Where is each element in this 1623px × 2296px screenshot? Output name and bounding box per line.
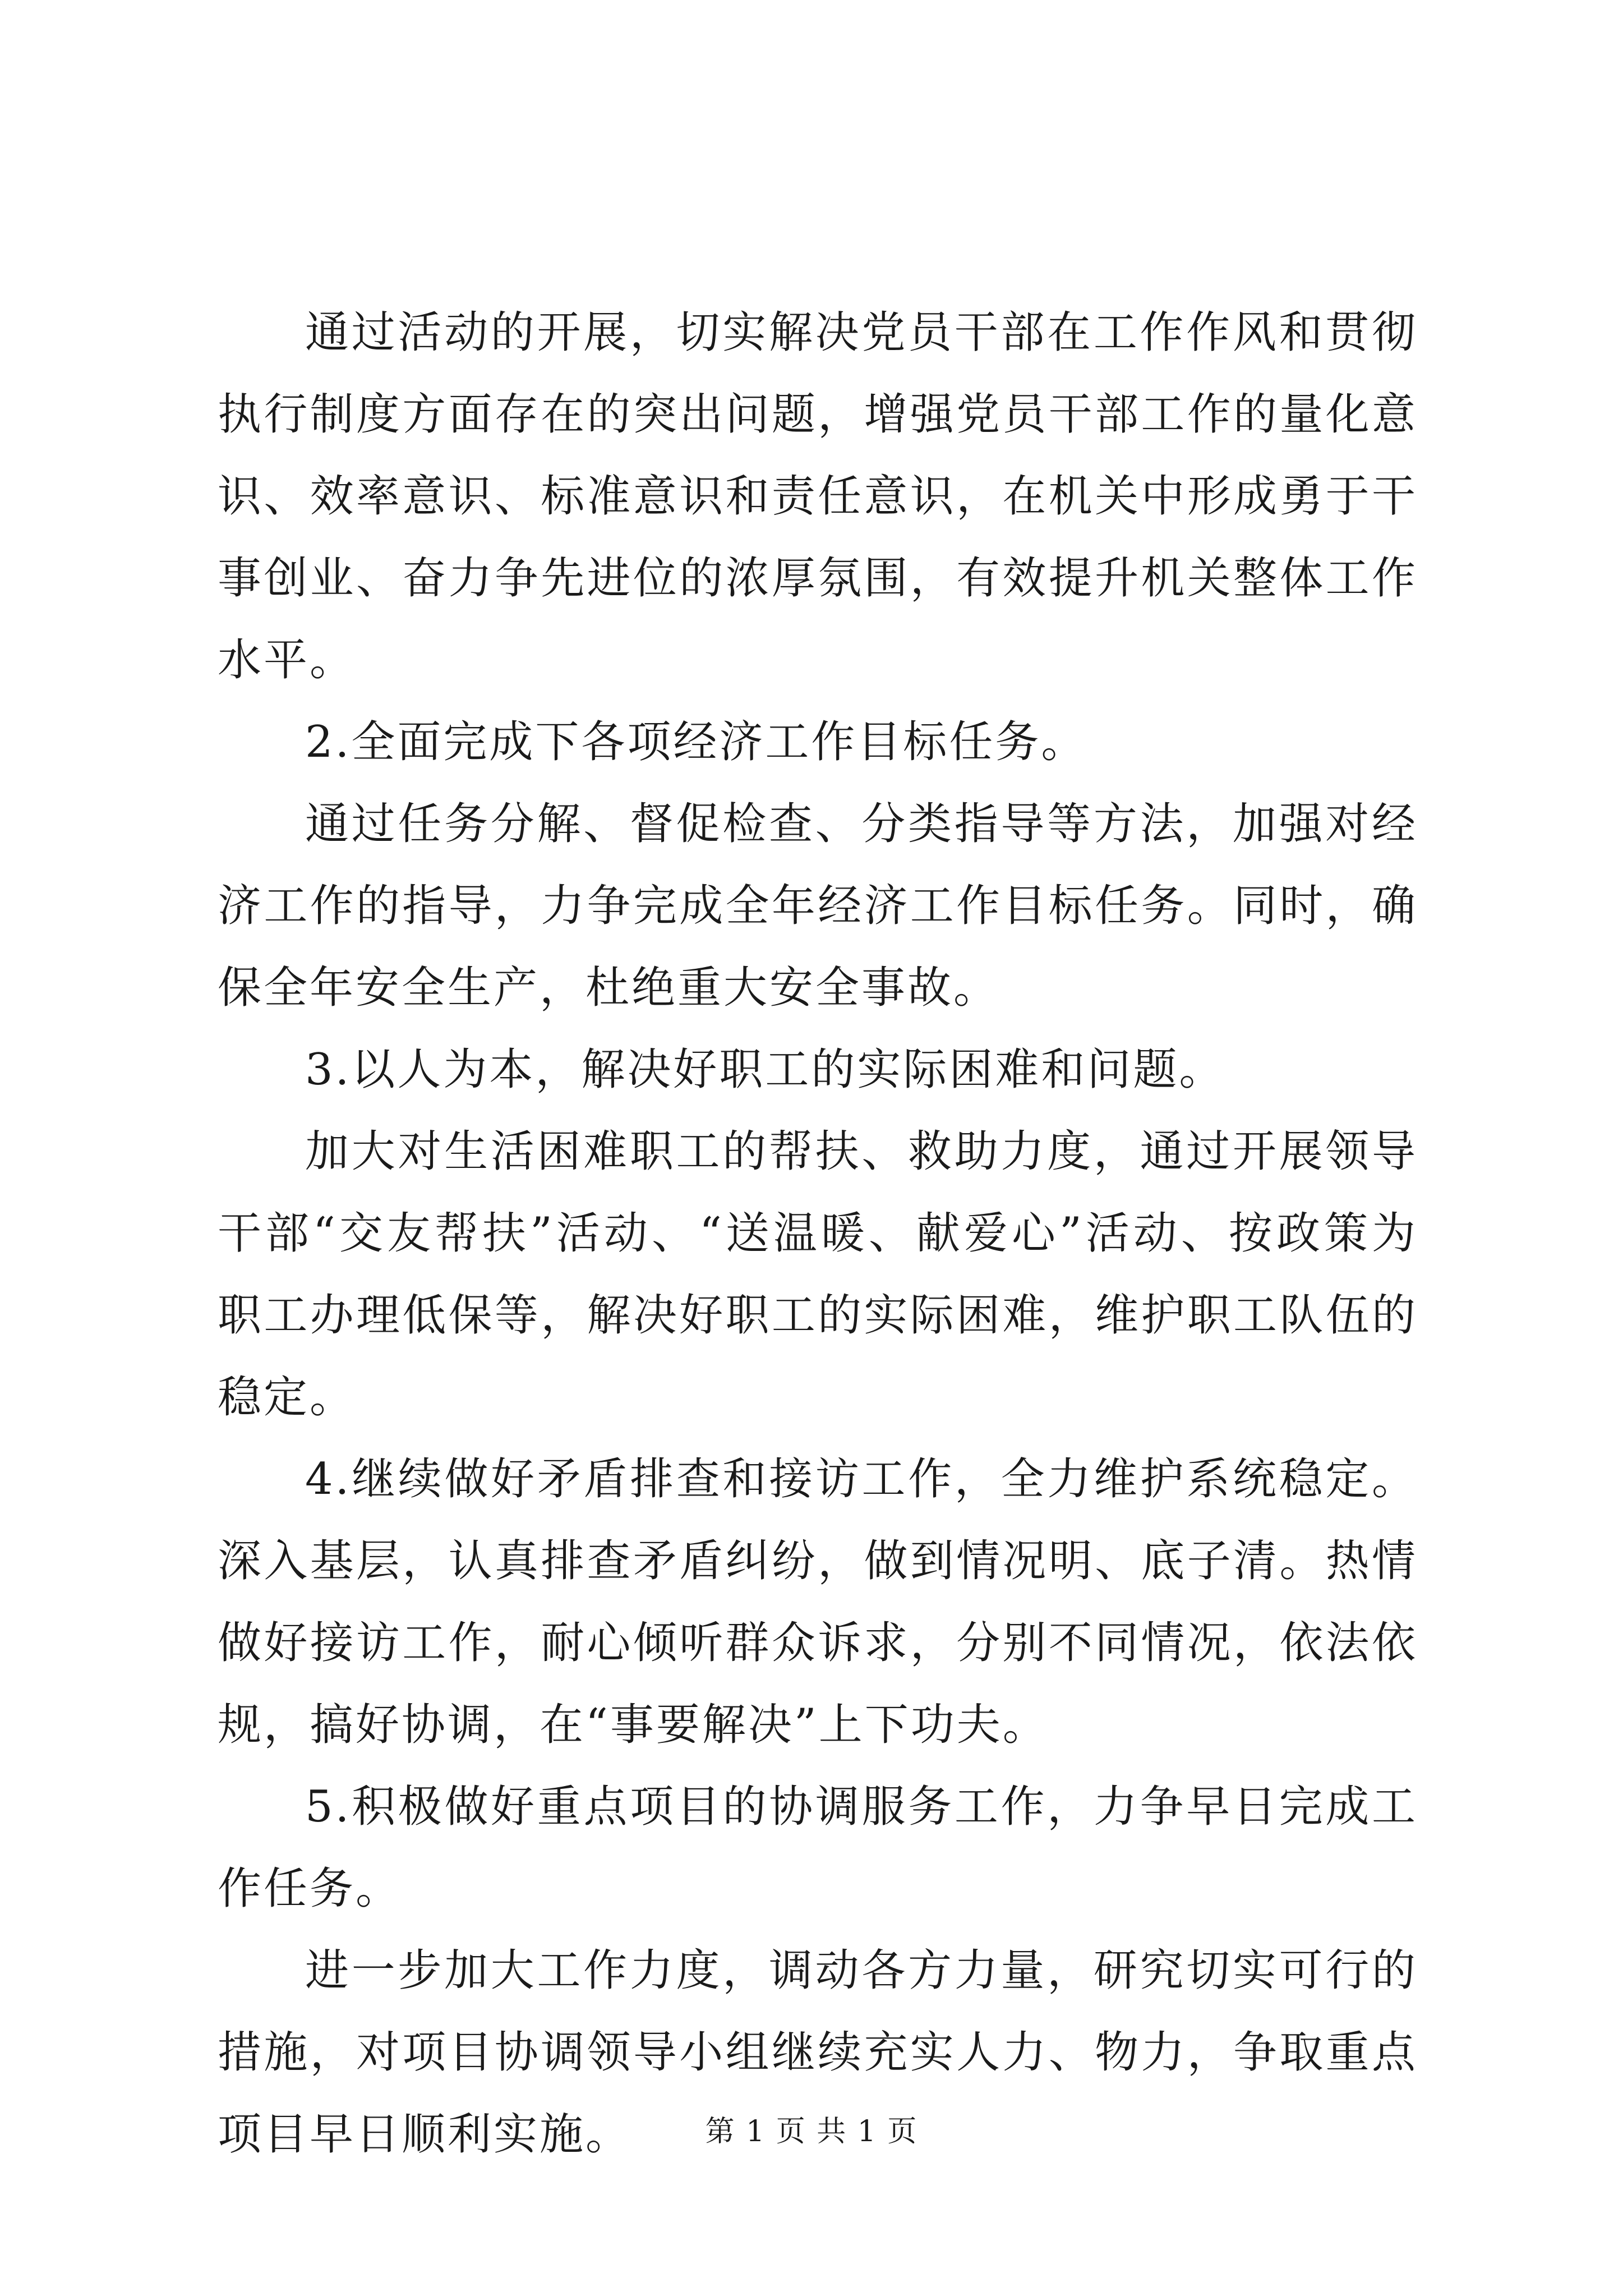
- page-number-footer: 第 1 页 共 1 页: [705, 2115, 918, 2148]
- heading-economic-tasks: 2.全面完成下各项经济工作目标任务。: [305, 717, 1087, 767]
- paragraph-activity-goals: 通过活动的开展，切实解决党员干部在工作作风和贯彻执行制度方面存在的突出问题，增强党员干部工作的量化意识、效率意识、标准意识和责任意识，在机关中形成勇于干事创业、奋力争先进位的浓厚氛围，有效提升机关整体工作水平。: [218, 307, 1418, 685]
- document-body: [218, 292, 1418, 2175]
- heading-key-projects: 5.积极做好重点项目的协调服务工作，力争早日完成工作任务。: [218, 1782, 1418, 1914]
- paragraph-economic-tasks: 通过任务分解、督促检查、分类指导等方法，加强对经济工作的指导，力争完成全年经济工作目标任务。同时，确保全年安全生产，杜绝重大安全事故。: [218, 799, 1418, 1013]
- paragraph-worker-assistance: 加大对生活困难职工的帮扶、救助力度，通过开展领导干部“交友帮扶”活动、“送温暖、献爱心”活动、按政策为职工办理低保等，解决好职工的实际困难，维护职工队伍的稳定。: [218, 1126, 1418, 1423]
- paragraph-key-projects: 进一步加大工作力度，调动各方力量，研究切实可行的措施，对项目协调领导小组继续充实人力、物力，争取重点项目早日顺利实施。: [218, 1945, 1418, 2160]
- paragraph-conflict-screening: 4.继续做好矛盾排查和接访工作，全力维护系统稳定。深入基层，认真排查矛盾纠纷，做到情况明、底子清。热情做好接访工作，耐心倾听群众诉求，分别不同情况，依法依规，搞好协调，在“事要解决”上下功夫。: [218, 1454, 1418, 1750]
- heading-people-oriented: 3.以人为本，解决好职工的实际困难和问题。: [305, 1045, 1225, 1095]
